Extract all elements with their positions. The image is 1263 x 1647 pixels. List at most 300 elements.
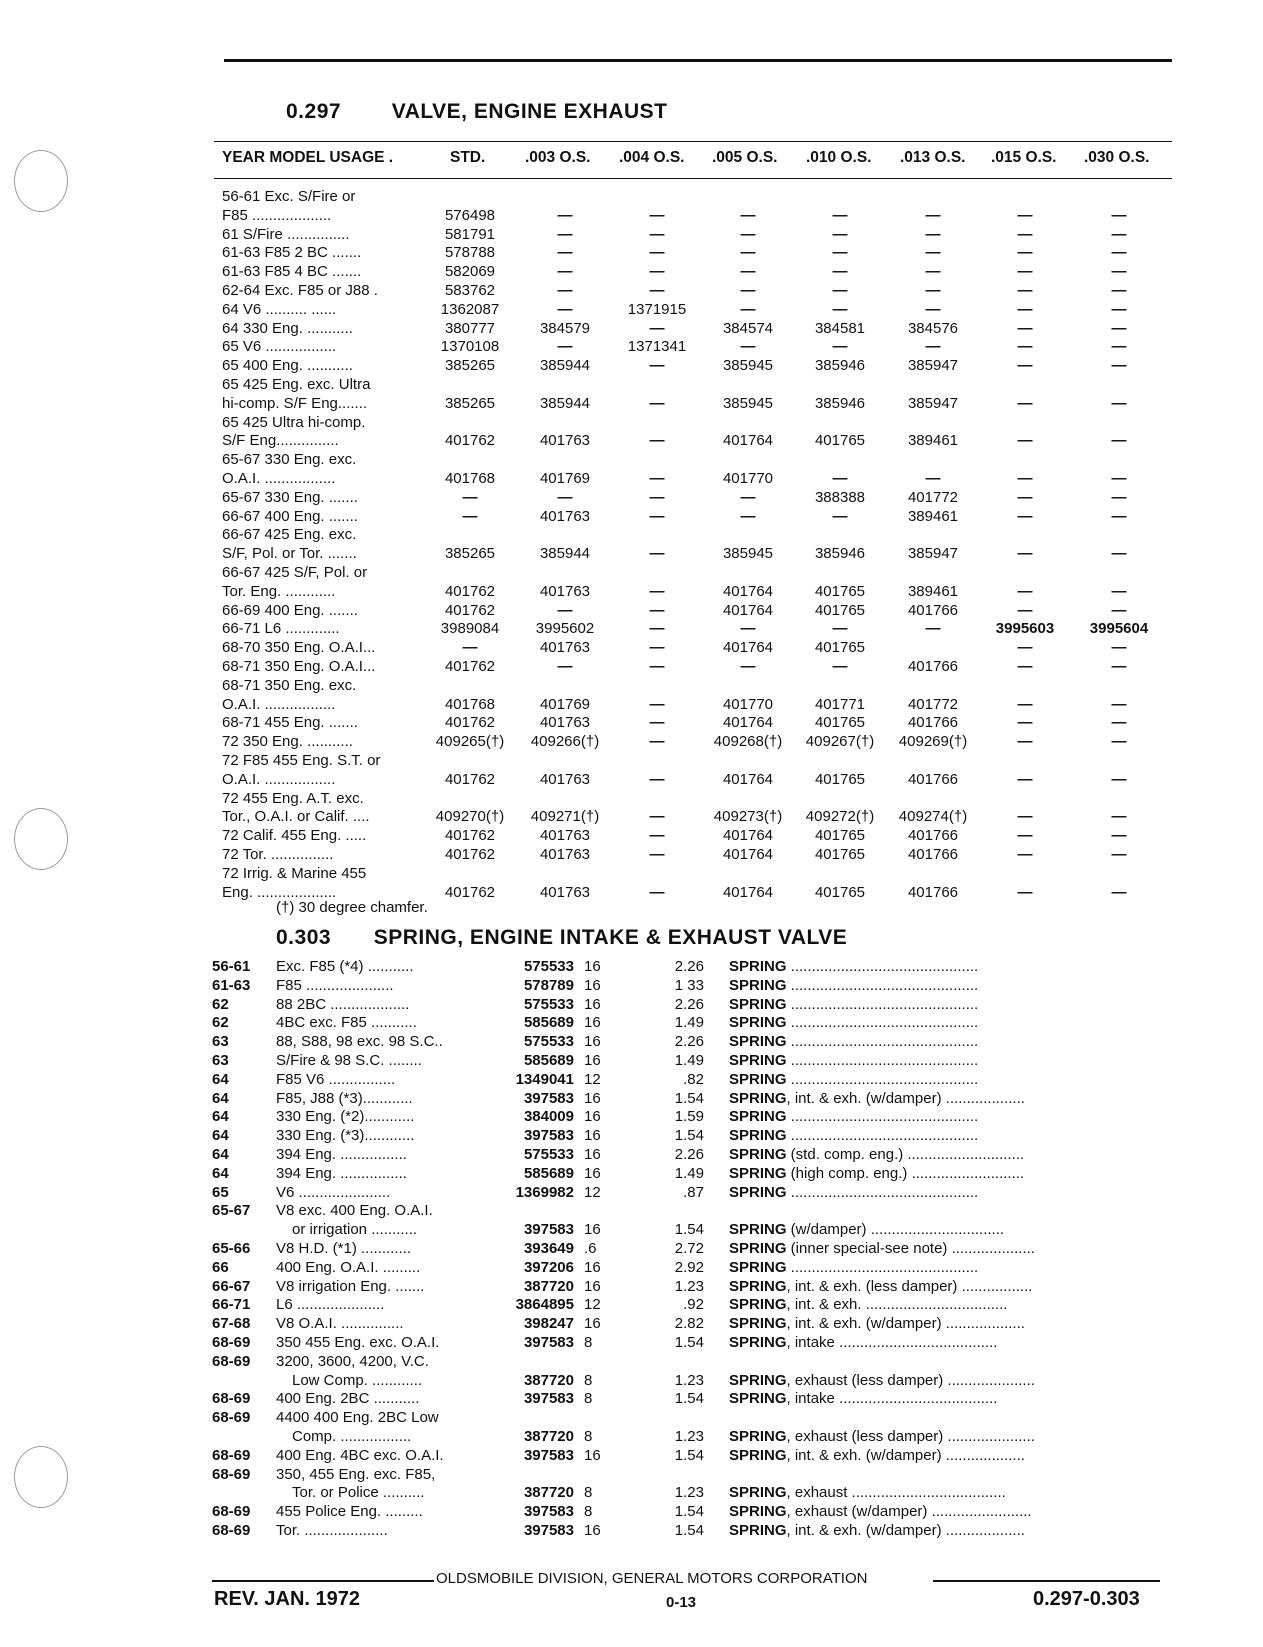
section2-number: 0.303 xyxy=(276,926,332,949)
usage-text: 64 V6 .......... ...... xyxy=(222,300,337,318)
part-number: 1349041 xyxy=(515,1070,574,1088)
part-number: 401764 xyxy=(722,883,774,901)
empty-cell-dash: — xyxy=(1111,846,1127,863)
year-range: 62 xyxy=(212,1014,229,1032)
part-number: 397583 xyxy=(523,1334,574,1351)
quantity: 16 xyxy=(584,1014,601,1032)
year-range: 68-69 xyxy=(212,1409,251,1427)
part-number: 401763 xyxy=(539,507,591,525)
year-range: 64 xyxy=(212,1108,229,1126)
footer-page-number: 0-13 xyxy=(666,1594,697,1611)
column-header: .003 O.S. xyxy=(525,149,591,166)
empty-cell-dash: — xyxy=(1017,470,1033,487)
empty-cell-dash: — xyxy=(1111,733,1127,751)
footer-corporation: OLDSMOBILE DIVISION, GENERAL MOTORS CORPORATION xyxy=(436,1570,868,1587)
quantity: 8 xyxy=(584,1371,593,1389)
empty-cell-dash: — xyxy=(740,263,756,281)
quantity: 16 xyxy=(584,1108,601,1126)
usage-text: 65 V6 ................. xyxy=(222,338,337,356)
part-number: 3995604 xyxy=(1089,620,1149,638)
part-number: 397583 xyxy=(523,1390,574,1408)
empty-cell-dash: — xyxy=(557,300,573,318)
part-number: 401772 xyxy=(907,488,959,506)
part-number: 385947 xyxy=(907,545,959,563)
description: SPRING ............................................. xyxy=(729,1108,979,1126)
part-number: 409268(†) xyxy=(713,733,783,751)
description: SPRING, int. & exh. (w/damper) ................... xyxy=(729,1315,1025,1333)
part-number: 583762 xyxy=(444,282,496,299)
empty-cell-dash: — xyxy=(1111,827,1127,845)
price: 1.23 xyxy=(674,1428,704,1445)
empty-cell-dash: — xyxy=(1111,300,1127,318)
price: 1.23 xyxy=(674,1371,704,1389)
usage-text: F85 V6 ................ xyxy=(276,1070,396,1088)
usage-text: Exc. F85 (*4) ........... xyxy=(276,958,414,975)
usage-text: 72 455 Eng. A.T. exc. xyxy=(222,789,364,807)
part-number: 401764 xyxy=(722,582,774,600)
part-number: 401766 xyxy=(907,846,959,863)
year-range: 68-69 xyxy=(212,1465,251,1483)
empty-cell-dash: — xyxy=(1111,507,1127,525)
description: SPRING (w/damper) ................................ xyxy=(729,1221,1005,1239)
usage-text: O.A.I. ................. xyxy=(222,695,336,713)
part-number: 397583 xyxy=(523,1221,574,1239)
year-range: 64 xyxy=(212,1146,229,1163)
part-number: 397583 xyxy=(523,1089,574,1107)
part-number: 401763 xyxy=(539,827,591,845)
usage-text: 350, 455 Eng. exc. F85, xyxy=(276,1465,436,1483)
description: SPRING, intake ...................................... xyxy=(729,1334,998,1351)
usage-text: 72 350 Eng. ........... xyxy=(222,733,353,751)
part-number: 401762 xyxy=(444,846,496,863)
usage-text: 68-71 350 Eng. O.A.I... xyxy=(222,658,376,675)
empty-cell-dash: — xyxy=(1017,432,1033,450)
empty-cell-dash: — xyxy=(832,338,848,356)
quantity: 16 xyxy=(584,1221,601,1239)
part-number: 401764 xyxy=(722,714,774,732)
part-number: 585689 xyxy=(523,1052,574,1069)
empty-cell-dash: — xyxy=(1111,225,1127,243)
year-range: 62 xyxy=(212,995,229,1013)
part-number: 385945 xyxy=(722,357,774,375)
year-range: 64 xyxy=(212,1164,229,1182)
usage-text: F85, J88 (*3)............ xyxy=(276,1089,413,1107)
part-number: 389461 xyxy=(907,432,959,450)
empty-cell-dash: — xyxy=(649,488,665,506)
usage-text: 394 Eng. ................ xyxy=(276,1146,407,1163)
usage-text: 68-71 350 Eng. exc. xyxy=(222,676,357,694)
part-number: 385946 xyxy=(814,545,866,563)
empty-cell-dash: — xyxy=(1017,244,1033,262)
column-header: .010 O.S. xyxy=(806,149,872,166)
description: SPRING ............................................. xyxy=(729,1070,979,1088)
empty-cell-dash: — xyxy=(740,206,756,224)
part-number: 401765 xyxy=(814,601,866,619)
part-number: 401766 xyxy=(907,883,959,901)
empty-cell-dash: — xyxy=(649,601,665,619)
price: 2.72 xyxy=(674,1240,704,1257)
usage-text: 3200, 3600, 4200, V.C. xyxy=(276,1352,429,1370)
usage-text: F85 ..................... xyxy=(276,976,394,994)
part-number: 387720 xyxy=(523,1428,574,1445)
part-number: 387720 xyxy=(523,1371,574,1389)
usage-text: 68-71 455 Eng. ....... xyxy=(222,714,358,732)
price: 2.92 xyxy=(674,1258,704,1276)
empty-cell-dash: — xyxy=(1017,846,1033,863)
usage-text: 65-67 330 Eng. ....... xyxy=(222,488,358,506)
empty-cell-dash: — xyxy=(1111,883,1127,901)
footer-revision: REV. JAN. 1972 xyxy=(214,1588,361,1610)
part-number: 401764 xyxy=(722,846,774,863)
empty-cell-dash: — xyxy=(740,225,756,243)
description: SPRING ............................................. xyxy=(729,976,979,994)
usage-text: 4BC exc. F85 ........... xyxy=(276,1014,417,1032)
part-number: 1371915 xyxy=(627,300,687,318)
part-number: 388388 xyxy=(814,488,866,506)
empty-cell-dash: — xyxy=(740,282,756,299)
usage-text: Low Comp. ............ xyxy=(292,1371,423,1389)
price: .87 xyxy=(683,1183,704,1201)
empty-cell-dash: — xyxy=(649,714,665,732)
description: SPRING, int. & exh. (less damper) ................. xyxy=(729,1277,1033,1295)
description: SPRING, int. & exh. (w/damper) ................... xyxy=(729,1446,1025,1464)
usage-text: Tor., O.A.I. or Calif. .... xyxy=(222,808,370,826)
year-range: 63 xyxy=(212,1052,229,1069)
empty-cell-dash: — xyxy=(740,244,756,262)
description: SPRING ............................................. xyxy=(729,995,979,1013)
empty-cell-dash: — xyxy=(832,206,848,224)
empty-cell-dash: — xyxy=(1017,582,1033,600)
year-range: 64 xyxy=(212,1127,229,1145)
empty-cell-dash: — xyxy=(1111,658,1127,675)
part-number: 401769 xyxy=(539,470,591,487)
empty-cell-dash: — xyxy=(1017,282,1033,299)
usage-text: V8 exc. 400 Eng. O.A.I. xyxy=(276,1202,433,1220)
part-number: 401768 xyxy=(444,695,496,713)
usage-text: 88 2BC ................... xyxy=(276,995,410,1013)
part-number: 1371341 xyxy=(627,338,687,356)
top-rule xyxy=(224,59,1172,62)
usage-text: V8 O.A.I. ............... xyxy=(276,1315,404,1333)
empty-cell-dash: — xyxy=(649,733,665,751)
part-number: 575533 xyxy=(523,958,574,975)
usage-text: 394 Eng. ................ xyxy=(276,1164,407,1182)
section2-title xyxy=(276,926,847,950)
price: 1.49 xyxy=(674,1052,704,1069)
description: SPRING ............................................. xyxy=(729,958,979,975)
empty-cell-dash: — xyxy=(1111,319,1127,337)
empty-cell-dash: — xyxy=(832,225,848,243)
price: 1.23 xyxy=(674,1484,704,1502)
quantity: 16 xyxy=(584,958,601,975)
empty-cell-dash: — xyxy=(925,620,941,638)
empty-cell-dash: — xyxy=(649,319,665,337)
empty-cell-dash: — xyxy=(1017,300,1033,318)
part-number: 385947 xyxy=(907,357,959,375)
usage-text: S/F, Pol. or Tor. ....... xyxy=(222,545,357,563)
column-header: .030 O.S. xyxy=(1084,149,1150,166)
usage-text: 4400 400 Eng. 2BC Low xyxy=(276,1409,439,1427)
empty-cell-dash: — xyxy=(740,338,756,356)
quantity: 8 xyxy=(584,1334,593,1351)
part-number: 401764 xyxy=(722,827,774,845)
usage-text: 65 425 Eng. exc. Ultra xyxy=(222,376,371,393)
part-number: 401765 xyxy=(814,639,866,657)
empty-cell-dash: — xyxy=(832,300,848,318)
price: .92 xyxy=(683,1296,704,1314)
empty-cell-dash: — xyxy=(1111,432,1127,450)
empty-cell-dash: — xyxy=(557,244,573,262)
usage-text: Tor. or Police .......... xyxy=(292,1484,425,1502)
quantity: .6 xyxy=(584,1240,597,1257)
empty-cell-dash: — xyxy=(557,338,573,356)
part-number: 3989084 xyxy=(440,620,500,638)
year-range: 64 xyxy=(212,1089,229,1107)
empty-cell-dash: — xyxy=(925,470,941,487)
usage-text: V6 ...................... xyxy=(276,1183,391,1201)
part-number: 401765 xyxy=(814,714,866,732)
part-number: 401768 xyxy=(444,470,496,487)
part-number: 401765 xyxy=(814,846,866,863)
price: 1.49 xyxy=(674,1164,704,1182)
usage-text: 350 455 Eng. exc. O.A.I. xyxy=(276,1334,440,1351)
empty-cell-dash: — xyxy=(832,263,848,281)
empty-cell-dash: — xyxy=(832,620,848,638)
usage-text: 68-70 350 Eng. O.A.I... xyxy=(222,639,376,657)
part-number: 401764 xyxy=(722,432,774,450)
empty-cell-dash: — xyxy=(1017,225,1033,243)
usage-text: O.A.I. ................. xyxy=(222,770,336,788)
empty-cell-dash: — xyxy=(649,282,665,299)
part-number: 401763 xyxy=(539,883,591,901)
part-number: 385944 xyxy=(539,357,591,375)
part-number: 397206 xyxy=(523,1258,574,1276)
quantity: 8 xyxy=(584,1484,593,1502)
part-number: 385946 xyxy=(814,394,866,412)
part-number: 585689 xyxy=(523,1014,574,1032)
empty-cell-dash: — xyxy=(832,507,848,525)
quantity: 16 xyxy=(584,1052,601,1069)
year-range: 61-63 xyxy=(212,976,251,994)
year-range: 64 xyxy=(212,1070,229,1088)
part-number: 401762 xyxy=(444,582,496,600)
year-range: 68-69 xyxy=(212,1522,251,1539)
description: SPRING ............................................. xyxy=(729,1014,979,1032)
empty-cell-dash: — xyxy=(740,488,756,506)
quantity: 16 xyxy=(584,1446,601,1464)
empty-cell-dash: — xyxy=(740,300,756,318)
empty-cell-dash: — xyxy=(649,808,665,826)
price: 1 33 xyxy=(674,976,704,994)
empty-cell-dash: — xyxy=(649,432,665,450)
part-number: 401766 xyxy=(907,714,959,732)
quantity: 16 xyxy=(584,1164,601,1182)
part-number: 409269(†) xyxy=(898,733,968,751)
description: SPRING, int. & exh. .................................. xyxy=(729,1296,1008,1314)
empty-cell-dash: — xyxy=(1017,770,1033,788)
empty-cell-dash: — xyxy=(557,488,573,506)
price: 1.23 xyxy=(674,1277,704,1295)
empty-cell-dash: — xyxy=(1111,488,1127,506)
empty-cell-dash: — xyxy=(1017,695,1033,713)
part-number: 384579 xyxy=(539,319,591,337)
year-range: 63 xyxy=(212,1033,229,1051)
part-number: 401765 xyxy=(814,883,866,901)
usage-text: 66-67 400 Eng. ....... xyxy=(222,507,358,525)
part-number: 1370108 xyxy=(440,338,500,356)
part-number: 401764 xyxy=(722,601,774,619)
part-number: 401762 xyxy=(444,883,496,901)
empty-cell-dash: — xyxy=(1111,695,1127,713)
description: SPRING, int. & exh. (w/damper) ................... xyxy=(729,1522,1025,1539)
usage-text: 66-69 400 Eng. ....... xyxy=(222,601,358,619)
part-number: 401763 xyxy=(539,846,591,863)
usage-text: Eng. ................... xyxy=(222,883,337,901)
part-number: 578789 xyxy=(523,976,574,994)
footer-rule-right xyxy=(933,1580,1160,1582)
part-number: 409265(†) xyxy=(435,733,505,751)
usage-text: 61 S/Fire ............... xyxy=(222,225,350,243)
usage-text: L6 ..................... xyxy=(276,1296,385,1314)
usage-text: 66-67 425 S/F, Pol. or xyxy=(222,564,368,581)
year-range: 65-67 xyxy=(212,1202,251,1220)
price: 1.54 xyxy=(674,1089,704,1107)
part-number: 401770 xyxy=(722,470,774,487)
empty-cell-dash: — xyxy=(1017,808,1033,826)
part-number: 409267(†) xyxy=(805,733,875,751)
footnote: (†) 30 degree chamfer. xyxy=(276,899,428,916)
usage-text: F85 ................... xyxy=(222,206,332,224)
empty-cell-dash: — xyxy=(925,338,941,356)
part-number: 401766 xyxy=(907,658,959,675)
empty-cell-dash: — xyxy=(1111,338,1127,356)
usage-text: 62-64 Exc. F85 or J88 . xyxy=(222,282,378,299)
column-header: .015 O.S. xyxy=(991,149,1057,166)
usage-text: 56-61 Exc. S/Fire or xyxy=(222,188,356,205)
empty-cell-dash: — xyxy=(925,244,941,262)
description: SPRING, intake ...................................... xyxy=(729,1390,998,1408)
empty-cell-dash: — xyxy=(1017,545,1033,563)
usage-text: 61-63 F85 4 BC ....... xyxy=(222,263,362,281)
part-number: 1369982 xyxy=(515,1183,574,1201)
empty-cell-dash: — xyxy=(925,206,941,224)
part-number: 409270(†) xyxy=(435,808,505,826)
usage-text: 400 Eng. O.A.I. ......... xyxy=(276,1258,421,1276)
usage-text: S/F Eng............... xyxy=(222,432,339,450)
part-number: 385265 xyxy=(444,357,496,375)
part-number: 576498 xyxy=(444,206,496,224)
empty-cell-dash: — xyxy=(557,206,573,224)
empty-cell-dash: — xyxy=(1017,714,1033,732)
empty-cell-dash: — xyxy=(740,507,756,525)
part-number: 3995602 xyxy=(535,620,595,638)
part-number: 387720 xyxy=(523,1484,574,1502)
part-number: 384574 xyxy=(722,319,774,337)
empty-cell-dash: — xyxy=(1111,394,1127,412)
usage-text: 330 Eng. (*2)............ xyxy=(276,1108,415,1126)
part-number: 389461 xyxy=(907,582,959,600)
year-range: 56-61 xyxy=(212,958,251,975)
description: SPRING (std. comp. eng.) ............................ xyxy=(729,1146,1025,1163)
part-number: 401763 xyxy=(539,432,591,450)
part-number: 385265 xyxy=(444,545,496,563)
footer-section-range: 0.297-0.303 xyxy=(1033,1588,1140,1610)
part-number: 401765 xyxy=(814,582,866,600)
quantity: 8 xyxy=(584,1428,593,1445)
footer-rule-left xyxy=(212,1580,434,1582)
description: SPRING, exhaust (less damper) ..................... xyxy=(729,1428,1035,1445)
part-number: 384576 xyxy=(907,319,959,337)
part-number: 3864895 xyxy=(515,1296,574,1314)
empty-cell-dash: — xyxy=(832,470,848,487)
empty-cell-dash: — xyxy=(740,658,756,675)
empty-cell-dash: — xyxy=(649,357,665,375)
year-range: 68-69 xyxy=(212,1446,251,1464)
empty-cell-dash: — xyxy=(649,582,665,600)
part-number: 401764 xyxy=(722,770,774,788)
description: SPRING ............................................. xyxy=(729,1033,979,1051)
part-number: 401765 xyxy=(814,770,866,788)
part-number: 409274(†) xyxy=(898,808,968,826)
empty-cell-dash: — xyxy=(1017,507,1033,525)
section2-name: SPRING, ENGINE INTAKE & EXHAUST VALVE xyxy=(373,926,848,949)
year-range: 68-69 xyxy=(212,1503,251,1521)
year-range: 68-69 xyxy=(212,1390,251,1408)
price: 2.26 xyxy=(674,958,704,975)
year-range: 65-66 xyxy=(212,1240,251,1257)
quantity: 8 xyxy=(584,1390,593,1408)
column-header: .005 O.S. xyxy=(712,149,778,166)
usage-text: 400 Eng. 4BC exc. O.A.I. xyxy=(276,1446,444,1464)
part-number: 397583 xyxy=(523,1127,574,1145)
part-number: 401763 xyxy=(539,582,591,600)
empty-cell-dash: — xyxy=(649,507,665,525)
empty-cell-dash: — xyxy=(1111,545,1127,563)
part-number: 582069 xyxy=(444,263,496,281)
empty-cell-dash: — xyxy=(1017,488,1033,506)
year-range: 67-68 xyxy=(212,1315,251,1333)
year-range: 66-67 xyxy=(212,1277,251,1295)
part-number: 578788 xyxy=(444,244,496,262)
section1-name: VALVE, ENGINE EXHAUST xyxy=(391,100,668,123)
usage-text: 400 Eng. 2BC ........... xyxy=(276,1390,420,1408)
empty-cell-dash: — xyxy=(925,282,941,299)
punch-hole-top xyxy=(14,150,68,212)
part-number: 385265 xyxy=(444,394,496,412)
price: .82 xyxy=(683,1070,704,1088)
empty-cell-dash: — xyxy=(1111,714,1127,732)
empty-cell-dash: — xyxy=(1111,263,1127,281)
empty-cell-dash: — xyxy=(462,507,478,525)
part-number: 385947 xyxy=(907,394,959,412)
price: 1.54 xyxy=(674,1446,704,1464)
part-number: 380777 xyxy=(444,319,496,337)
empty-cell-dash: — xyxy=(925,300,941,318)
quantity: 16 xyxy=(584,1258,601,1276)
year-range: 66-71 xyxy=(212,1296,251,1314)
punch-hole-bottom xyxy=(14,1446,68,1508)
usage-text: 330 Eng. (*3)............ xyxy=(276,1127,415,1145)
quantity: 16 xyxy=(584,1277,601,1295)
empty-cell-dash: — xyxy=(1111,601,1127,619)
empty-cell-dash: — xyxy=(649,695,665,713)
empty-cell-dash: — xyxy=(649,620,665,638)
part-number: 393649 xyxy=(523,1240,574,1257)
part-number: 397583 xyxy=(523,1446,574,1464)
section1-title xyxy=(286,100,668,124)
empty-cell-dash: — xyxy=(557,225,573,243)
quantity: 12 xyxy=(584,1183,601,1201)
